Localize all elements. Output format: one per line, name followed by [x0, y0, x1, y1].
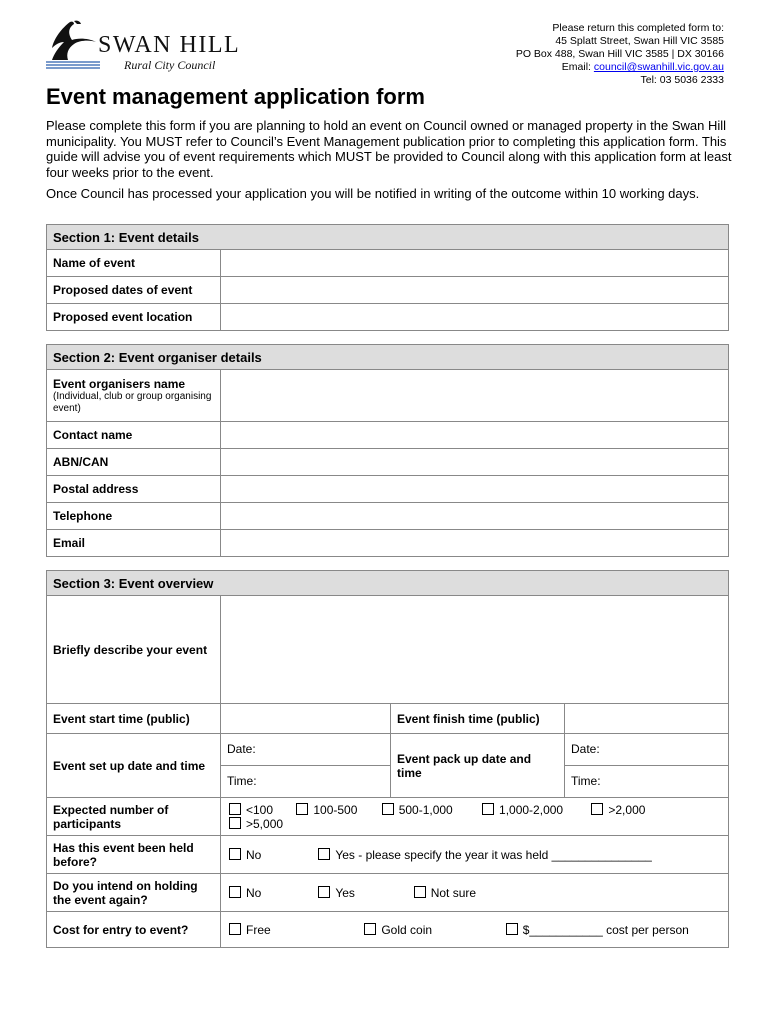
event-description-input[interactable] [221, 596, 729, 704]
organiser-note: (Individual, club or group organising event) [53, 390, 212, 414]
option-label: 1,000-2,000 [499, 802, 564, 817]
option-lt100[interactable] [229, 803, 293, 817]
section-3-title: Section 3: Event overview [47, 571, 729, 596]
option-label: $___________ cost per person [522, 922, 689, 937]
option-label: No [246, 885, 262, 900]
checkbox[interactable] [229, 803, 241, 815]
option-gold-coin[interactable] [364, 923, 502, 937]
field-label: Do you intend on holding the event again? [47, 874, 221, 912]
packup-time-label: Time: [571, 774, 601, 788]
packup-date-label: Date: [565, 734, 728, 766]
option-yes-specify[interactable] [318, 848, 651, 862]
field-label: Cost for entry to event? [47, 912, 221, 948]
packup-date-time-cell[interactable] [565, 734, 729, 798]
return-email-line [516, 61, 724, 74]
field-label: Proposed event location [47, 304, 221, 331]
section-1-table [46, 224, 729, 331]
option-no[interactable] [229, 848, 315, 862]
field-label: Telephone [47, 503, 221, 530]
checkbox[interactable] [229, 923, 241, 935]
option-label: >2,000 [608, 802, 646, 817]
option-yes[interactable] [318, 886, 410, 900]
checkbox[interactable] [229, 886, 241, 898]
option-label: 500-1,000 [398, 802, 453, 817]
field-label: Email [47, 530, 221, 557]
event-name-input[interactable] [221, 250, 729, 277]
hold-again-options [221, 874, 729, 912]
option-label: Yes [335, 885, 355, 900]
option-label: Yes - please specify the year it was held _______________ [335, 847, 652, 862]
field-label: Postal address [47, 476, 221, 503]
start-time-input[interactable] [221, 704, 391, 734]
field-label: Proposed dates of event [47, 277, 221, 304]
telephone-input[interactable] [221, 503, 729, 530]
organiser-name-input[interactable] [221, 370, 729, 422]
council-logo [44, 18, 254, 76]
intro-paragraph-1: Please complete this form if you are planning to hold an event on Council owned or managed property in the Swan Hill municipality. You MUST refer to Council’s Event Management publication prior to completing this application form. This guide will advise you of event requirements which MUST be provided to Council along with this application form at least four weeks prior to the event. [46, 118, 732, 180]
option-100-500[interactable] [296, 803, 378, 817]
checkbox[interactable] [229, 817, 241, 829]
section-2-title: Section 2: Event organiser details [47, 345, 729, 370]
option-1000-2000[interactable] [482, 803, 588, 817]
finish-time-input[interactable] [565, 704, 729, 734]
checkbox[interactable] [591, 803, 603, 815]
option-label: Gold coin [381, 922, 433, 937]
organiser-label-cell [47, 370, 221, 422]
checkbox[interactable] [229, 848, 241, 860]
return-line-3: PO Box 488, Swan Hill VIC 3585 | DX 30166 [515, 48, 724, 60]
option-gt5000[interactable] [229, 817, 283, 831]
setup-time-label: Time: [227, 774, 257, 788]
event-location-input[interactable] [221, 304, 729, 331]
event-dates-input[interactable] [221, 277, 729, 304]
section-2-table [46, 344, 729, 557]
checkbox[interactable] [482, 803, 494, 815]
swan-icon [44, 18, 104, 70]
intro-text [46, 118, 736, 208]
section-3-table [46, 570, 729, 948]
field-label: Event start time (public) [47, 704, 221, 734]
field-label: ABN/CAN [47, 449, 221, 476]
option-no[interactable] [229, 886, 315, 900]
option-label: Not sure [430, 885, 477, 900]
checkbox[interactable] [506, 923, 518, 935]
participants-options [221, 798, 729, 836]
return-tel: Tel: 03 5036 2333 [640, 74, 724, 86]
abn-input[interactable] [221, 449, 729, 476]
held-before-options [221, 836, 729, 874]
field-label: Briefly describe your event [47, 596, 221, 704]
cost-options [221, 912, 729, 948]
logo-subtitle: Rural City Council [124, 58, 216, 72]
option-500-1000[interactable] [382, 803, 479, 817]
organiser-label: Event organisers name [53, 376, 186, 391]
email-label: Email: [561, 61, 594, 73]
option-label: Free [246, 922, 271, 937]
option-free[interactable] [229, 923, 361, 937]
option-not-sure[interactable] [414, 886, 476, 900]
option-label: 100-500 [313, 802, 358, 817]
option-label: No [246, 847, 262, 862]
option-label: >5,000 [246, 816, 284, 831]
field-label: Has this event been held before? [47, 836, 221, 874]
return-line-2: 45 Splatt Street, Swan Hill VIC 3585 [555, 35, 724, 47]
email-input[interactable] [221, 530, 729, 557]
field-label: Name of event [47, 250, 221, 277]
checkbox[interactable] [364, 923, 376, 935]
setup-date-label: Date: [221, 734, 390, 766]
option-label: <100 [246, 802, 274, 817]
section-1-title: Section 1: Event details [47, 225, 729, 250]
checkbox[interactable] [414, 886, 426, 898]
checkbox[interactable] [318, 848, 330, 860]
field-label: Event set up date and time [47, 734, 221, 798]
postal-address-input[interactable] [221, 476, 729, 503]
field-label: Event finish time (public) [391, 704, 565, 734]
intro-paragraph-2: Once Council has processed your application you will be notified in writing of the outcome within 10 working days. [46, 186, 700, 201]
field-label: Contact name [47, 422, 221, 449]
page-title: Event management application form [46, 84, 425, 109]
field-label: Event pack up date and time [391, 734, 565, 798]
setup-date-time-cell[interactable] [221, 734, 391, 798]
field-label: Expected number of participants [47, 798, 221, 836]
option-gt2000[interactable] [591, 803, 665, 817]
contact-name-input[interactable] [221, 422, 729, 449]
logo-name: SWAN HILL [98, 32, 241, 58]
checkbox[interactable] [318, 886, 330, 898]
checkbox[interactable] [382, 803, 394, 815]
return-line-1: Please return this completed form to: [552, 22, 724, 34]
email-link[interactable]: council@swanhill.vic.gov.au [593, 61, 724, 73]
option-cost-per-person[interactable] [506, 923, 689, 937]
checkbox[interactable] [296, 803, 308, 815]
return-address [516, 22, 724, 87]
